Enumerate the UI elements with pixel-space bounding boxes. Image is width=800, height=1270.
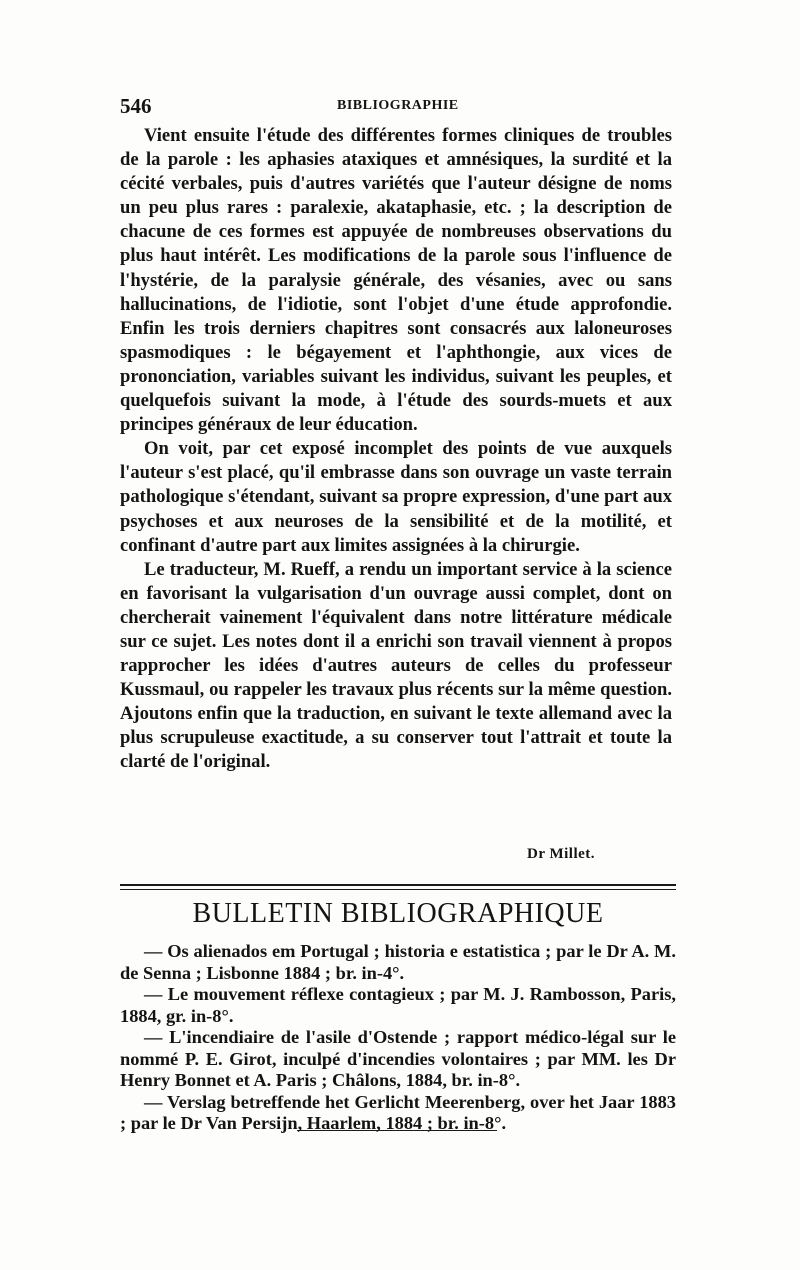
running-head bbox=[120, 94, 676, 118]
bulletin-entry: — Verslag betreffende het Gerlicht Meerenberg, over het Jaar 1883 ; par le Dr Van Persijn, Haarlem, 1884 ; br. in-8°. bbox=[120, 1091, 676, 1133]
review-paragraph: Vient ensuite l'étude des différentes formes cliniques de troubles de la parole : les aphasies ataxiques et amnésiques, la surdité et la cécité verbales, puis d'autres variétés que l'auteur désigne de noms un peu plus rares : paralexie, akataphasie, etc. ; la description de chacune de ces formes est appuyée de nombreuses observations du plus haut intérêt. Les modifications de la parole sous l'influence de l'hystérie, de la paralysie générale, des vésanies, avec ou sans hallucinations, de l'idiotie, sont l'objet d'une étude approfondie. Enfin les trois derniers chapitres sont consacrés aux laloneuroses spasmodiques : le bégayement et l'aphthongie, aux vices de prononciation, variables suivant les individus, suivant les peuples, et quelquefois suivant la mode, à l'étude des sourds-muets et aux principes généraux de leur éducation. bbox=[120, 125, 672, 436]
end-rule bbox=[297, 1130, 497, 1131]
bulletin-entry: — Le mouvement réflexe contagieux ; par M. J. Rambosson, Paris, 1884, gr. in-8°. bbox=[120, 984, 676, 1026]
bulletin-list bbox=[120, 941, 676, 1135]
review-signature: Dr Millet. bbox=[527, 846, 596, 862]
review-paragraph: Le traducteur, M. Rueff, a rendu un important service à la science en favorisant la vulgarisation d'un ouvrage aussi complet, dont on chercherait vainement l'équivalent dans notre littérature médicale sur ce sujet. Les notes dont il a enrichi son travail viennent à propos rapprocher les idées d'autres auteurs de celles du professeur Kussmaul, ou rappeler les travaux plus récents sur la même question. Ajoutons enfin que la traduction, en suivant le texte allemand avec la plus scrupuleuse exactitude, a su conserver tout l'attrait et toute la clarté de l'original. bbox=[120, 558, 672, 773]
page-number: 546 bbox=[120, 94, 152, 118]
review-paragraph: On voit, par cet exposé incomplet des points de vue auxquels l'auteur s'est placé, qu'il embrasse dans son ouvrage un vaste terrain pathologique s'étendant, suivant sa propre expression, d'une part aux psychoses et aux neuroses de la sensibilité et de la motilité, et confinant d'autre part aux limites assignées à la chirurgie. bbox=[120, 438, 672, 556]
running-title: BIBLIOGRAPHIE bbox=[337, 98, 459, 113]
bulletin-entry: — L'incendiaire de l'asile d'Ostende ; rapport médico-légal sur le nommé P. E. Girot, inculpé d'incendies volontaires ; par MM. les Dr Henry Bonnet et A. Paris ; Châlons, 1884, br. in-8°. bbox=[120, 1027, 676, 1090]
bulletin-entry: — Os alienados em Portugal ; historia e estatistica ; par le Dr A. M. de Senna ; Lisbonne 1884 ; br. in-4°. bbox=[120, 941, 676, 983]
review-text bbox=[120, 124, 672, 775]
section-divider-top bbox=[120, 884, 676, 886]
section-divider-bottom bbox=[120, 889, 676, 890]
bulletin-title: BULLETIN BIBLIOGRAPHIQUE bbox=[192, 898, 604, 929]
